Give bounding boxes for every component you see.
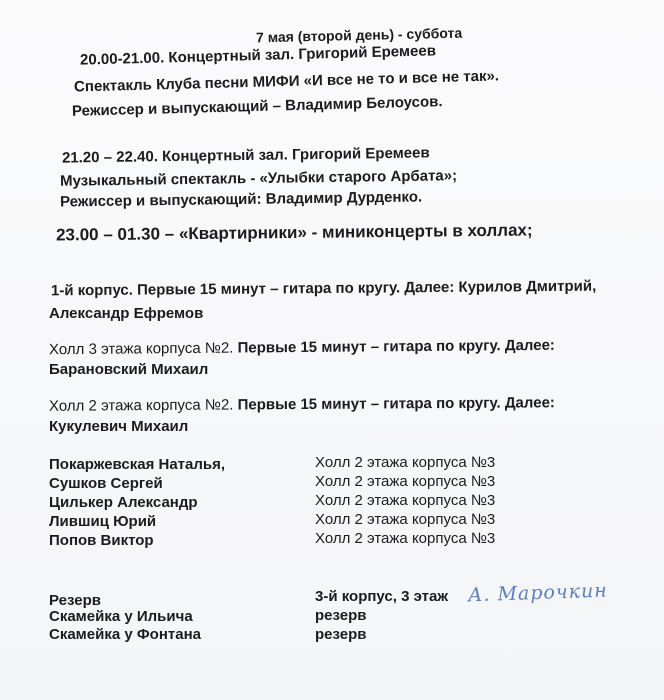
event-2-director: Режиссер и выпускающий: Владимир Дурденко. (59, 188, 423, 211)
performer-name: Покаржевская Наталья, (49, 456, 226, 473)
hall-2-line-1 (49, 337, 555, 359)
hall-2-performer: Барановский Михаил (49, 361, 209, 378)
event-1-title: Спектакль Клуба песни МИФИ «И все не то и все не так». (73, 67, 500, 96)
performer-location: Холл 2 этажа корпуса №3 (315, 492, 496, 509)
hall-2-desc: Первые 15 минут – гитара по кругу. Далее: (233, 336, 555, 357)
performer-location: Холл 2 этажа корпуса №3 (315, 530, 496, 547)
performer-location: Холл 2 этажа корпуса №3 (315, 473, 496, 490)
event-1-director: Режиссер и выпускающий – Владимир Белоусов. (71, 93, 443, 120)
performer-location: Холл 2 этажа корпуса №3 (315, 511, 496, 528)
performer-name: Цилькер Александр (49, 494, 198, 511)
hall-3-desc: Первые 15 минут – гитара по кругу. Далее: (233, 394, 555, 414)
event-1-time: 20.00-21.00. Концертный зал. Григорий Еремеев (79, 42, 437, 69)
event-2-title: Музыкальный спектакль - «Улыбки старого Арбата»; (59, 167, 458, 190)
reserve-location: резерв (315, 607, 367, 624)
hall-3-performer: Кукулевич Михаил (49, 418, 189, 435)
reserve-name: Скамейка у Фонтана (49, 626, 201, 643)
reserve-location: резерв (315, 626, 367, 643)
reserve-name: Скамейка у Ильича (49, 608, 193, 625)
hall-3-location: Холл 2 этажа корпуса №2. (48, 396, 234, 415)
reserve-location: 3-й корпус, 3 этаж (315, 588, 448, 605)
hall-1-line-2: Александр Ефремов (49, 305, 204, 322)
performer-name: Сушков Сергей (49, 475, 163, 492)
handwritten-note: А. Марочкин (467, 579, 609, 607)
performer-location: Холл 2 этажа корпуса №3 (315, 454, 496, 471)
day-title: 7 мая (второй день) - суббота (255, 24, 463, 46)
kvartirniki-title: 23.00 – 01.30 – «Квартирники» - миниконцерты в холлах; (55, 220, 533, 245)
hall-3-line-1 (49, 394, 555, 416)
event-2-time: 21.20 – 22.40. Концертный зал. Григорий Еремеев (61, 144, 430, 167)
hall-2-location: Холл 3 этажа корпуса №2. (48, 339, 234, 359)
reserve-name: Резерв (49, 592, 101, 609)
performer-name: Лившиц Юрий (49, 513, 157, 530)
performer-name: Попов Виктор (49, 532, 154, 549)
hall-1-line-1: 1-й корпус. Первые 15 минут – гитара по кругу. Далее: Курилов Дмитрий, (50, 277, 597, 300)
